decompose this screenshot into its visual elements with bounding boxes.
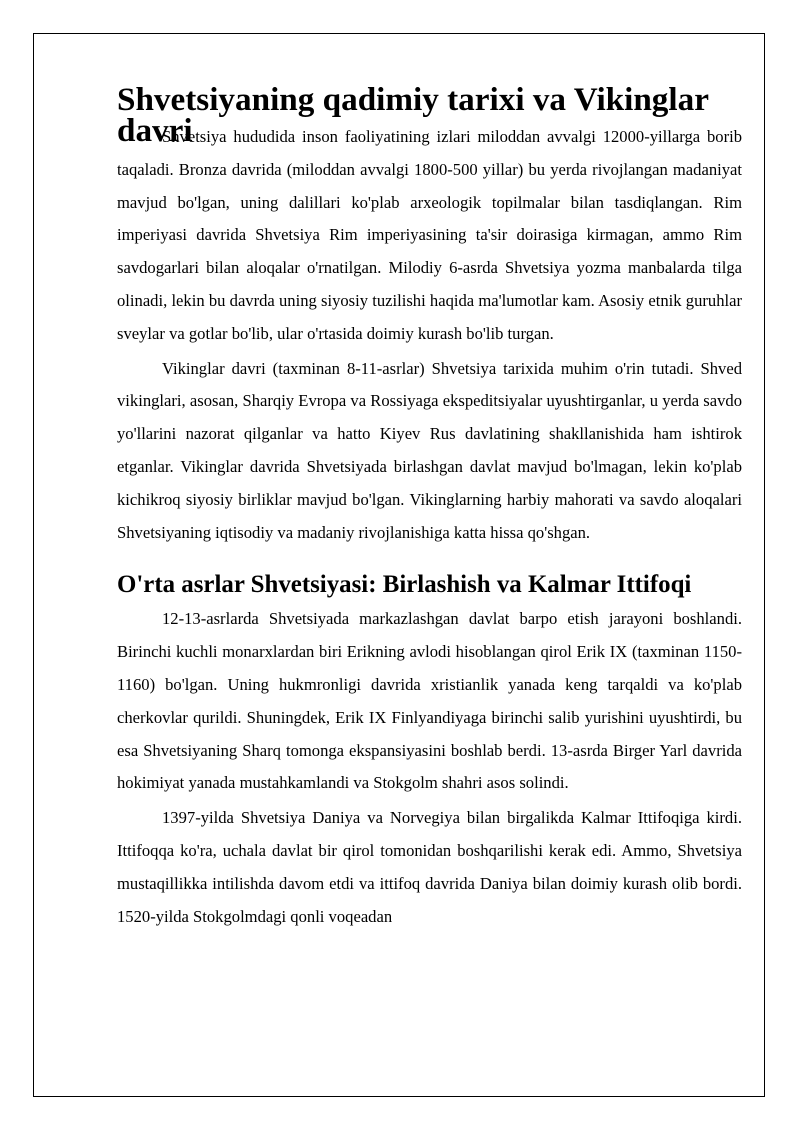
section-heading-ancient-history: Shvetsiyaning qadimiy tarixi va Vikinglar davri: [117, 81, 709, 149]
paragraph-kalmar-union: 1397-yilda Shvetsiya Daniya va Norvegiya bilan birgalikda Kalmar Ittifoqiga kirdi. Ittifoqqa ko'ra, uchala davlat bir qirol tomonidan boshqarilishi kerak edi. Ammo, Shvetsiya mustaqillikka intilishda davom etdi va ittifoq davrida Daniya bilan doimiy kurash olib bordi. 1520-yilda Stokgolmdagi qonli voqeadan: [117, 808, 742, 926]
paragraph-ancient-history: Shvetsiya hududida inson faoliyatining izlari miloddan avvalgi 12000-yillarga borib taqaladi. Bronza davrida (miloddan avvalgi 1800-500 yillar) bu yerda rivojlangan madaniyat mavjud bo'lgan, uning dalillari ko'plab arxeologik topilmalar bilan tasdiqlangan. Rim imperiyasi davrida Shvetsiya Rim imperiyasining ta'sir doirasiga kirmagan, ammo Rim savdogarlari bilan aloqalar o'rnatilgan. Milodiy 6-asrda Shvetsiya yozma manbalarda tilga olinadi, lekin bu davrda uning siyosiy tuzilishi haqida ma'lumotlar kam. Asosiy etnik guruhlar sveylar va gotlar bo'lib, ular o'rtasida doimiy kurash bo'lib turgan.: [117, 127, 742, 343]
document-body: [117, 81, 742, 935]
section-heading-middle-ages: O'rta asrlar Shvetsiyasi: Birlashish va Kalmar Ittifoqi: [117, 571, 692, 599]
paragraph-viking-age: Vikinglar davri (taxminan 8-11-asrlar) Shvetsiya tarixida muhim o'rin tutadi. Shved vikinglari, asosan, Sharqiy Evropa va Rossiyaga ekspeditsiyalar uyushtirganlar, u yerda savdo yo'llarini nazorat qilganlar va hatto Kiyev Rus davlatining shakllanishida ham ishtirok etganlar. Vikinglar davrida Shvetsiyada birlashgan davlat mavjud bo'lmagan, lekin ko'plab kichikroq siyosiy birliklar mavjud bo'lgan. Vikinglarning harbiy mahorati va savdo aloqalari Shvetsiyaning iqtisodiy va madaniy rivojlanishiga katta hissa qo'shgan.: [117, 358, 742, 542]
paragraph-unification: 12-13-asrlarda Shvetsiyada markazlashgan davlat barpo etish jarayoni boshlandi. Birinchi kuchli monarxlardan biri Erikning avlodi hisoblangan qirol Erik IX (taxminan 1150-1160) bo'lgan. Uning hukmronligi davrida xristianlik yanada keng tarqaldi va ko'plab cherkovlar qurildi. Shuningdek, Erik IX Finlyandiyaga birinchi salib yurishini uyushtirdi, bu esa Shvetsiyaning Sharq tomonga ekspansiyasini boshlab berdi. 13-asrda Birger Yarl davrida hokimiyat yanada mustahkamlandi va Stokgolm shahri asos solindi.: [117, 609, 742, 793]
